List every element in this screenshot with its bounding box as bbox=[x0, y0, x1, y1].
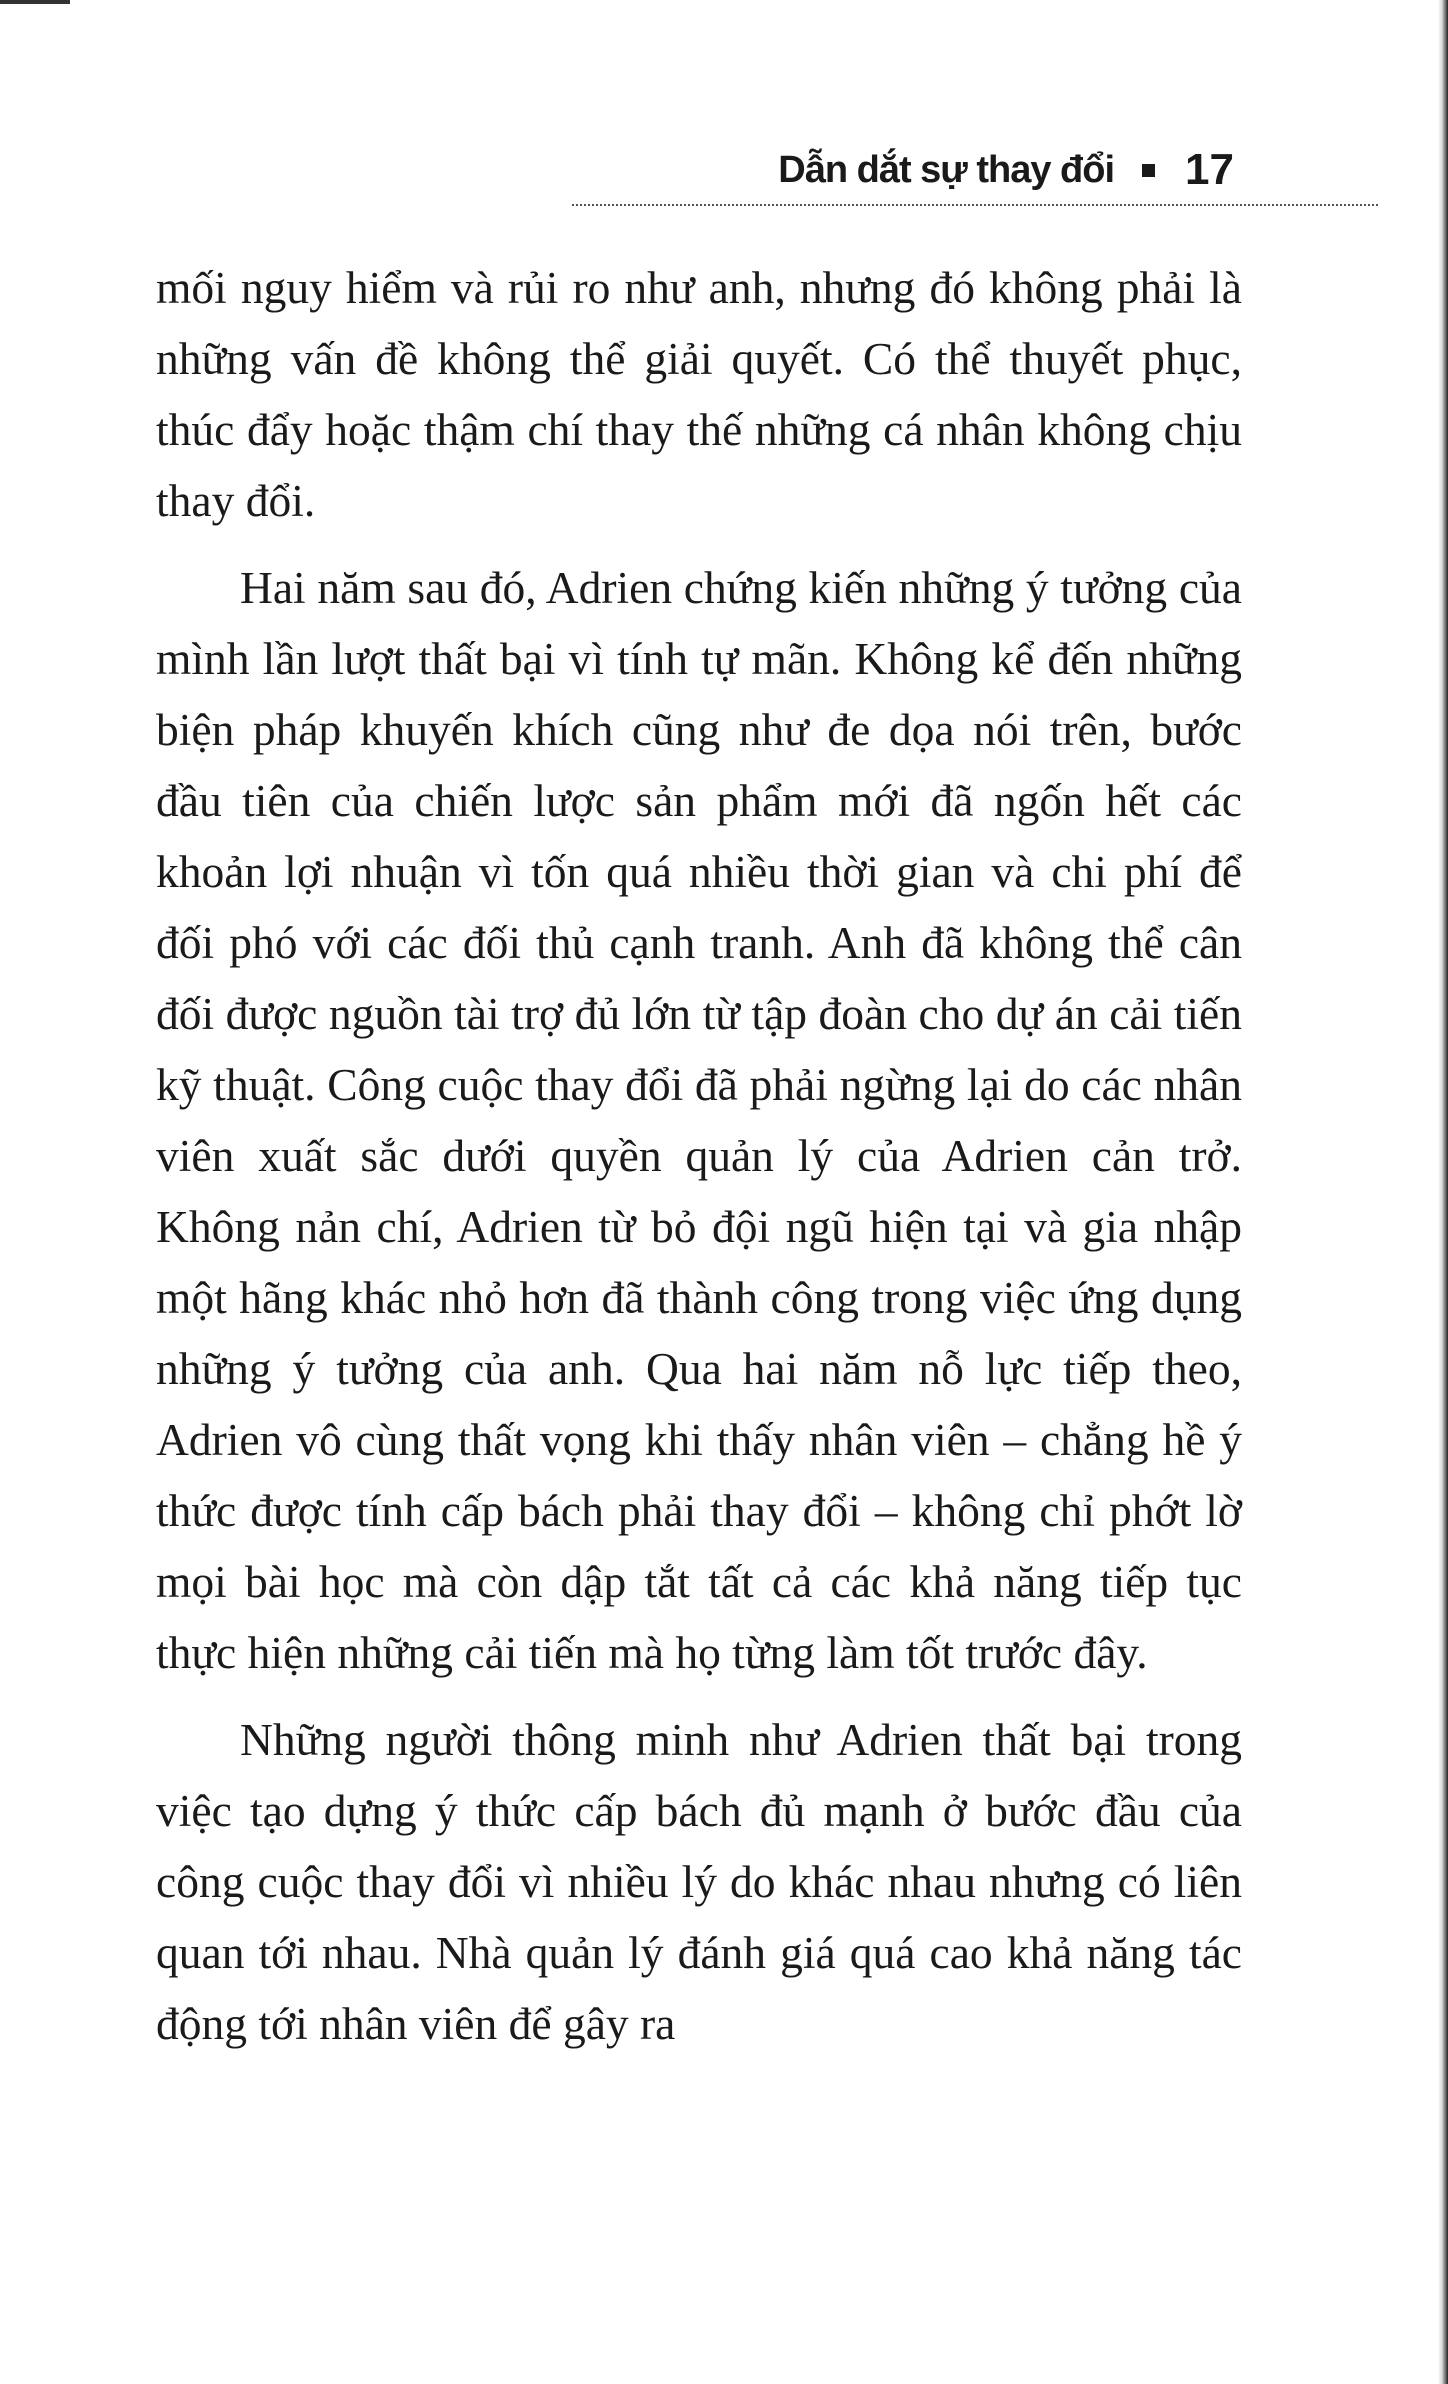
running-header bbox=[570, 140, 1234, 200]
paragraph: Những người thông minh như Adrien thất bại trong việc tạo dựng ý thức cấp bách đủ mạnh ở bước đầu của công cuộc thay đổi vì nhiều lý do khác nhau nhưng có liên quan tới nhau. Nhà quản lý đánh giá quá cao khả năng tác động tới nhân viên để gây ra bbox=[156, 1714, 1242, 2049]
paragraph: Hai năm sau đó, Adrien chứng kiến những ý tưởng của mình lần lượt thất bại vì tính tự mãn. Không kể đến những biện pháp khuyến khích cũng như đe dọa nói trên, bước đầu tiên của chiến lược sản phẩm mới đã ngốn hết các khoản lợi nhuận vì tốn quá nhiều thời gian và chi phí để đối phó với các đối thủ cạnh tranh. Anh đã không thể cân đối được nguồn tài trợ đủ lớn từ tập đoàn cho dự án cải tiến kỹ thuật. Công cuộc thay đổi đã phải ngừng lại do các nhân viên xuất sắc dưới quyền quản lý của Adrien cản trở. Không nản chí, Adrien từ bỏ đội ngũ hiện tại và gia nhập một hãng khác nhỏ hơn đã thành công trong việc ứng dụng những ý tưởng của anh. Qua hai năm nỗ lực tiếp theo, Adrien vô cùng thất vọng khi thấy nhân viên – chẳng hề ý thức được tính cấp bách phải thay đổi – không chỉ phớt lờ mọi bài học mà còn dập tắt tất cả các khả năng tiếp tục thực hiện những cải tiến mà họ từng làm tốt trước đây. bbox=[156, 562, 1242, 1678]
running-title: Dẫn dắt sự thay đổi bbox=[778, 148, 1115, 191]
body-text bbox=[156, 252, 1242, 2059]
header-dotted-rule bbox=[572, 204, 1378, 206]
scan-edge-right bbox=[1438, 0, 1448, 2384]
paragraph-continued: mối nguy hiểm và rủi ro như anh, nhưng đó không phải là những vấn đề không thể giải quyết. Có thể thuyết phục, thúc đẩy hoặc thậm chí thay thế những cá nhân không chịu thay đổi. bbox=[156, 262, 1242, 526]
square-bullet-icon bbox=[1142, 164, 1155, 177]
page-number: 17 bbox=[1185, 145, 1234, 194]
scan-edge-top bbox=[0, 0, 70, 4]
